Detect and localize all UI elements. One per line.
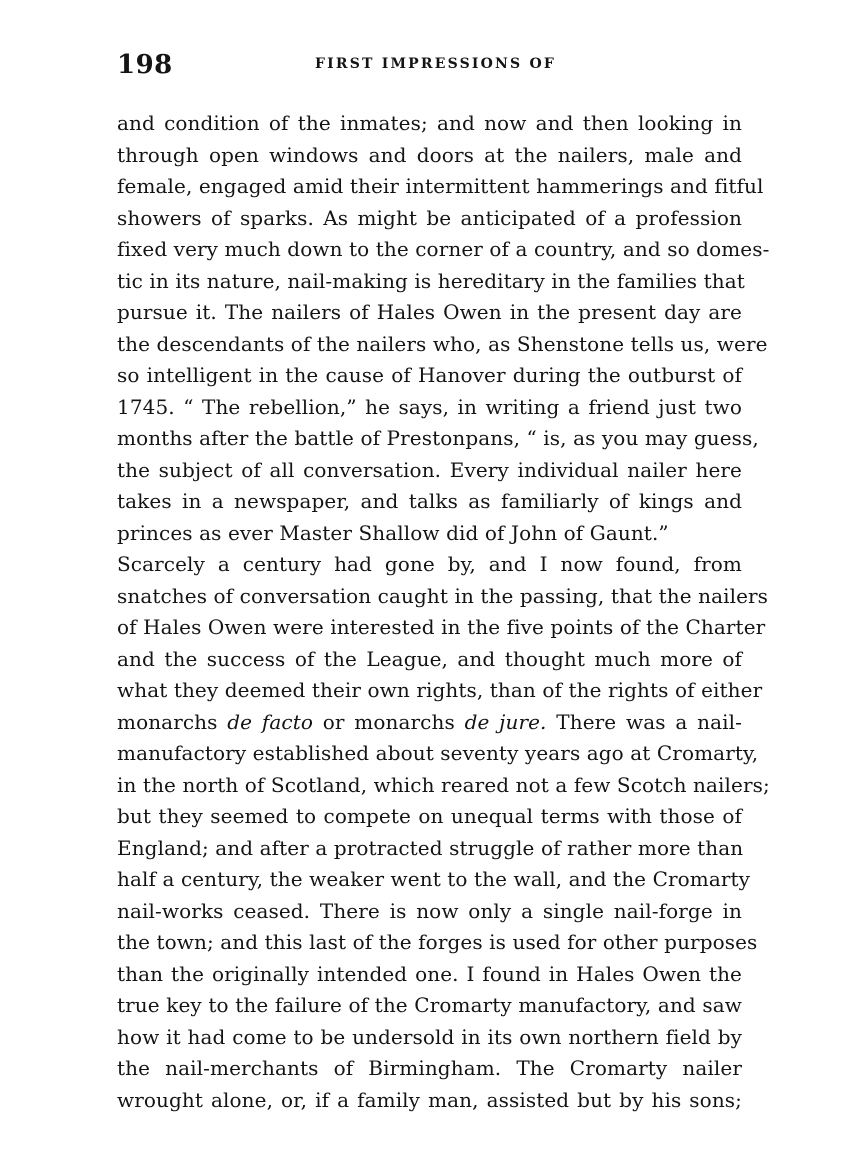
- text-line: the descendants of the nailers who, as Shenstone tells us, were: [117, 331, 768, 356]
- text-line: and the success of the League, and thought much more of: [117, 646, 742, 671]
- text-line: and condition of the inmates; and now and then looking in: [117, 111, 742, 135]
- text-line: showers of sparks. As might be anticipated of a profession: [117, 205, 742, 230]
- italic-phrase: de jure.: [464, 709, 547, 734]
- line-segment: or monarchs: [312, 709, 465, 734]
- text-line: Scarcely a century had gone by, and I now found, from: [117, 552, 742, 576]
- text-line: takes in a newspaper, and talks as familiarly of kings and: [117, 489, 742, 513]
- text-line: manufactory established about seventy years ago at Cromarty,: [117, 741, 759, 765]
- text-line-with-italics: [117, 707, 742, 739]
- text-line: half a century, the weaker went to the wall, and the Cromarty: [117, 867, 751, 891]
- page-number: 198: [117, 50, 173, 80]
- text-line: princes as ever Master Shallow did of John of Gaunt.”: [117, 520, 669, 545]
- text-line: months after the battle of Prestonpans, “ is, as you may guess,: [117, 426, 759, 450]
- text-line: in the north of Scotland, which reared not a few Scotch nailers;: [117, 772, 770, 797]
- line-segment: monarchs: [117, 709, 228, 734]
- text-line: true key to the failure of the Cromarty manufactory, and saw: [117, 993, 742, 1017]
- text-line: than the originally intended one. I found in Hales Owen the: [117, 961, 742, 986]
- text-line: 1745. “ The rebellion,” he says, in writing a friend just two: [117, 394, 742, 419]
- running-head: FIRST IMPRESSIONS OF: [315, 56, 556, 72]
- text-line: fixed very much down to the corner of a country, and so domes-: [117, 237, 770, 261]
- page-header: [117, 50, 737, 86]
- text-line: snatches of conversation caught in the passing, that the nailers: [117, 583, 769, 608]
- text-line: England; and after a protracted struggle of rather more than: [117, 835, 744, 860]
- line-segment: There was a nail-: [546, 709, 742, 734]
- text-line: the town; and this last of the forges is used for other purposes: [117, 930, 758, 954]
- text-line: so intelligent in the cause of Hanover during the outburst of: [117, 363, 742, 387]
- text-line: female, engaged amid their intermittent hammerings and fitful: [117, 174, 764, 198]
- italic-phrase: de facto: [227, 709, 313, 734]
- text-line: nail-works ceased. There is now only a single nail-forge in: [117, 898, 742, 923]
- text-line: the subject of all conversation. Every individual nailer here: [117, 457, 742, 482]
- text-line: tic in its nature, nail-making is hereditary in the families that: [117, 268, 745, 293]
- text-line: how it had come to be undersold in its own northern field by: [117, 1024, 742, 1049]
- body-text: [117, 108, 770, 1116]
- text-line: the nail-merchants of Birmingham. The Cromarty nailer: [117, 1056, 742, 1080]
- text-line: wrought alone, or, if a family man, assisted but by his sons;: [117, 1087, 742, 1112]
- text-line: but they seemed to compete on unequal terms with those of: [117, 804, 742, 828]
- text-line: through open windows and doors at the nailers, male and: [117, 142, 742, 167]
- text-line: what they deemed their own rights, than of the rights of either: [117, 678, 763, 702]
- text-line: pursue it. The nailers of Hales Owen in the present day are: [117, 300, 742, 324]
- text-line: of Hales Owen were interested in the five points of the Charter: [117, 615, 766, 639]
